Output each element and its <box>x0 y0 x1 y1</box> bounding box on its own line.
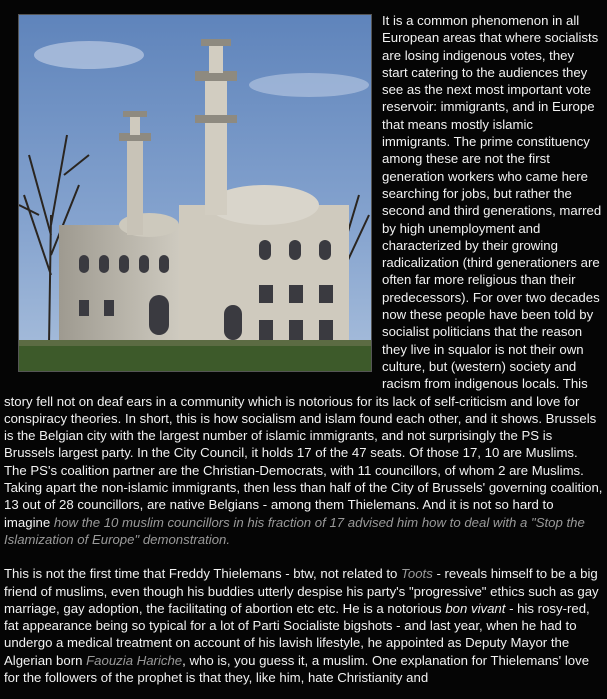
mosque-illustration <box>19 15 371 371</box>
paragraph-2-text-c: - his rosy-red, fat appearance being so typical for a lot of Parti Socialiste bigshots - and last year, when he had to undergo a medical treatment on account of his lavish lifestyle, he appointed as Deputy Mayor the Algerian born <box>4 600 590 668</box>
paragraph-2-text-a: This is not the first time that Freddy Thielemans - btw, not related to <box>4 566 402 582</box>
paragraph-2 <box>4 565 603 686</box>
faouzia-hariche-link[interactable]: Faouzia Hariche <box>86 652 183 668</box>
demonstration-link[interactable]: how the 10 muslim councillors in his fraction of 17 advised him how to deal with a "Stop the Islamization of Europe" demonstration. <box>4 514 585 547</box>
paragraph-2-text-b: - reveals himself to be a big friend of muslims, even though his buddies utterly despise his party's "progressive" ethics such as gay marriage, gay adoption, the facilitating of abortion etc etc. He is a notorious <box>4 566 599 616</box>
paragraph-1-text: It is a common phenomenon in all European areas that where socialists are losing indigenous votes, they start catering to the audiences they see as the next most important vote reservoir: immigrants, and in Europe that means mostly islamic immigrants. The prime constituency among these are not the first generation workers who came here searching for jobs, but rather the second and third generations, marred by high unemployment and characterized by their growing radicalization (third generationers are often far more religious than their predecessors). For over two decades now these people have been told by socialist politicians that the reason they live in squalor is not their own culture, but (western) society and racism from indigenous locals. This story fell not on deaf ears in a community which is notorious for its lack of self-criticism and love for conspiracy theories. In short, this is how socialism and islam found each other, and it shows. Brussels is the Belgian city with the largest number of islamic immigrants, and not surprisingly the PS is Brussels largest party. In the City Council, it holds 17 of the 47 seats. Of those 17, 10 are Muslims. The PS's coalition partner are the Christian-Democrats, with 11 councillors, of whom 2 are Muslims. Taking apart the non-islamic immigrants, then less than half of the City of Brussels' governing coalition, 13 out of 28 councillors, are native Belgians - among them Thielemans. And it is not so hard to imagine <box>4 13 603 530</box>
bon-vivant-emphasis: bon vivant <box>445 600 506 616</box>
toots-link[interactable]: Toots <box>401 566 433 582</box>
mosque-photo <box>18 14 372 372</box>
paragraph-2-text-d: , who is, you guess it, a muslim. One explanation for Thielemans' love for the followers of the prophet is that they, like him, hate Christianity and <box>4 652 590 685</box>
